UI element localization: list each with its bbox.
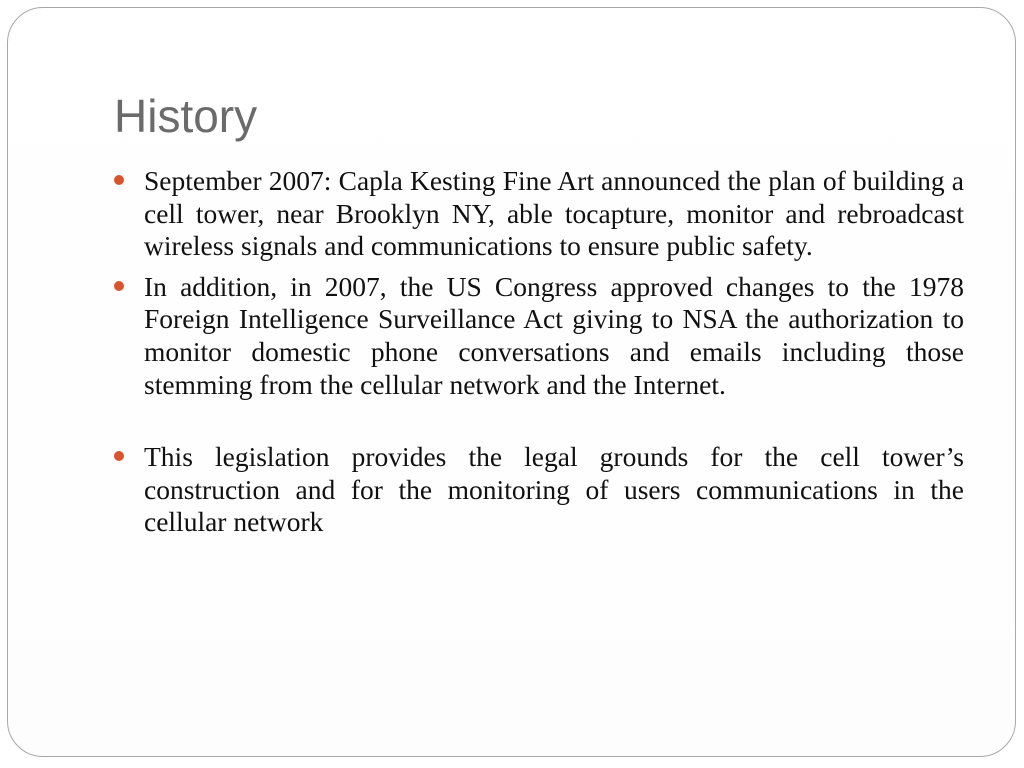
bullet-dot-icon xyxy=(114,451,124,461)
bullet-dot-icon xyxy=(114,281,124,291)
bullet-text: This legislation provides the legal grounds for the cell tower’s construction and for the monitoring of users communications in the cellular network xyxy=(144,441,964,538)
bullet-text: In addition, in 2007, the US Congress approved changes to the 1978 Foreign Intelligence Surveillance Act giving to NSA the authorization to monitor domestic phone conversations and emails including those stemming from the cellular network and the Internet. xyxy=(144,270,964,400)
bullet-dot-icon xyxy=(114,175,124,185)
bullet-text: September 2007: Capla Kesting Fine Art announced the plan of building a cell tower, near Brooklyn NY, able tocapture, monitor and rebroadcast wireless signals and communications to ensure public safety. xyxy=(144,165,964,262)
bullet-list xyxy=(112,165,964,539)
bullet-item xyxy=(112,165,964,263)
bullet-item xyxy=(112,271,964,401)
bullet-item xyxy=(112,441,964,539)
slide-title: History xyxy=(114,90,258,142)
